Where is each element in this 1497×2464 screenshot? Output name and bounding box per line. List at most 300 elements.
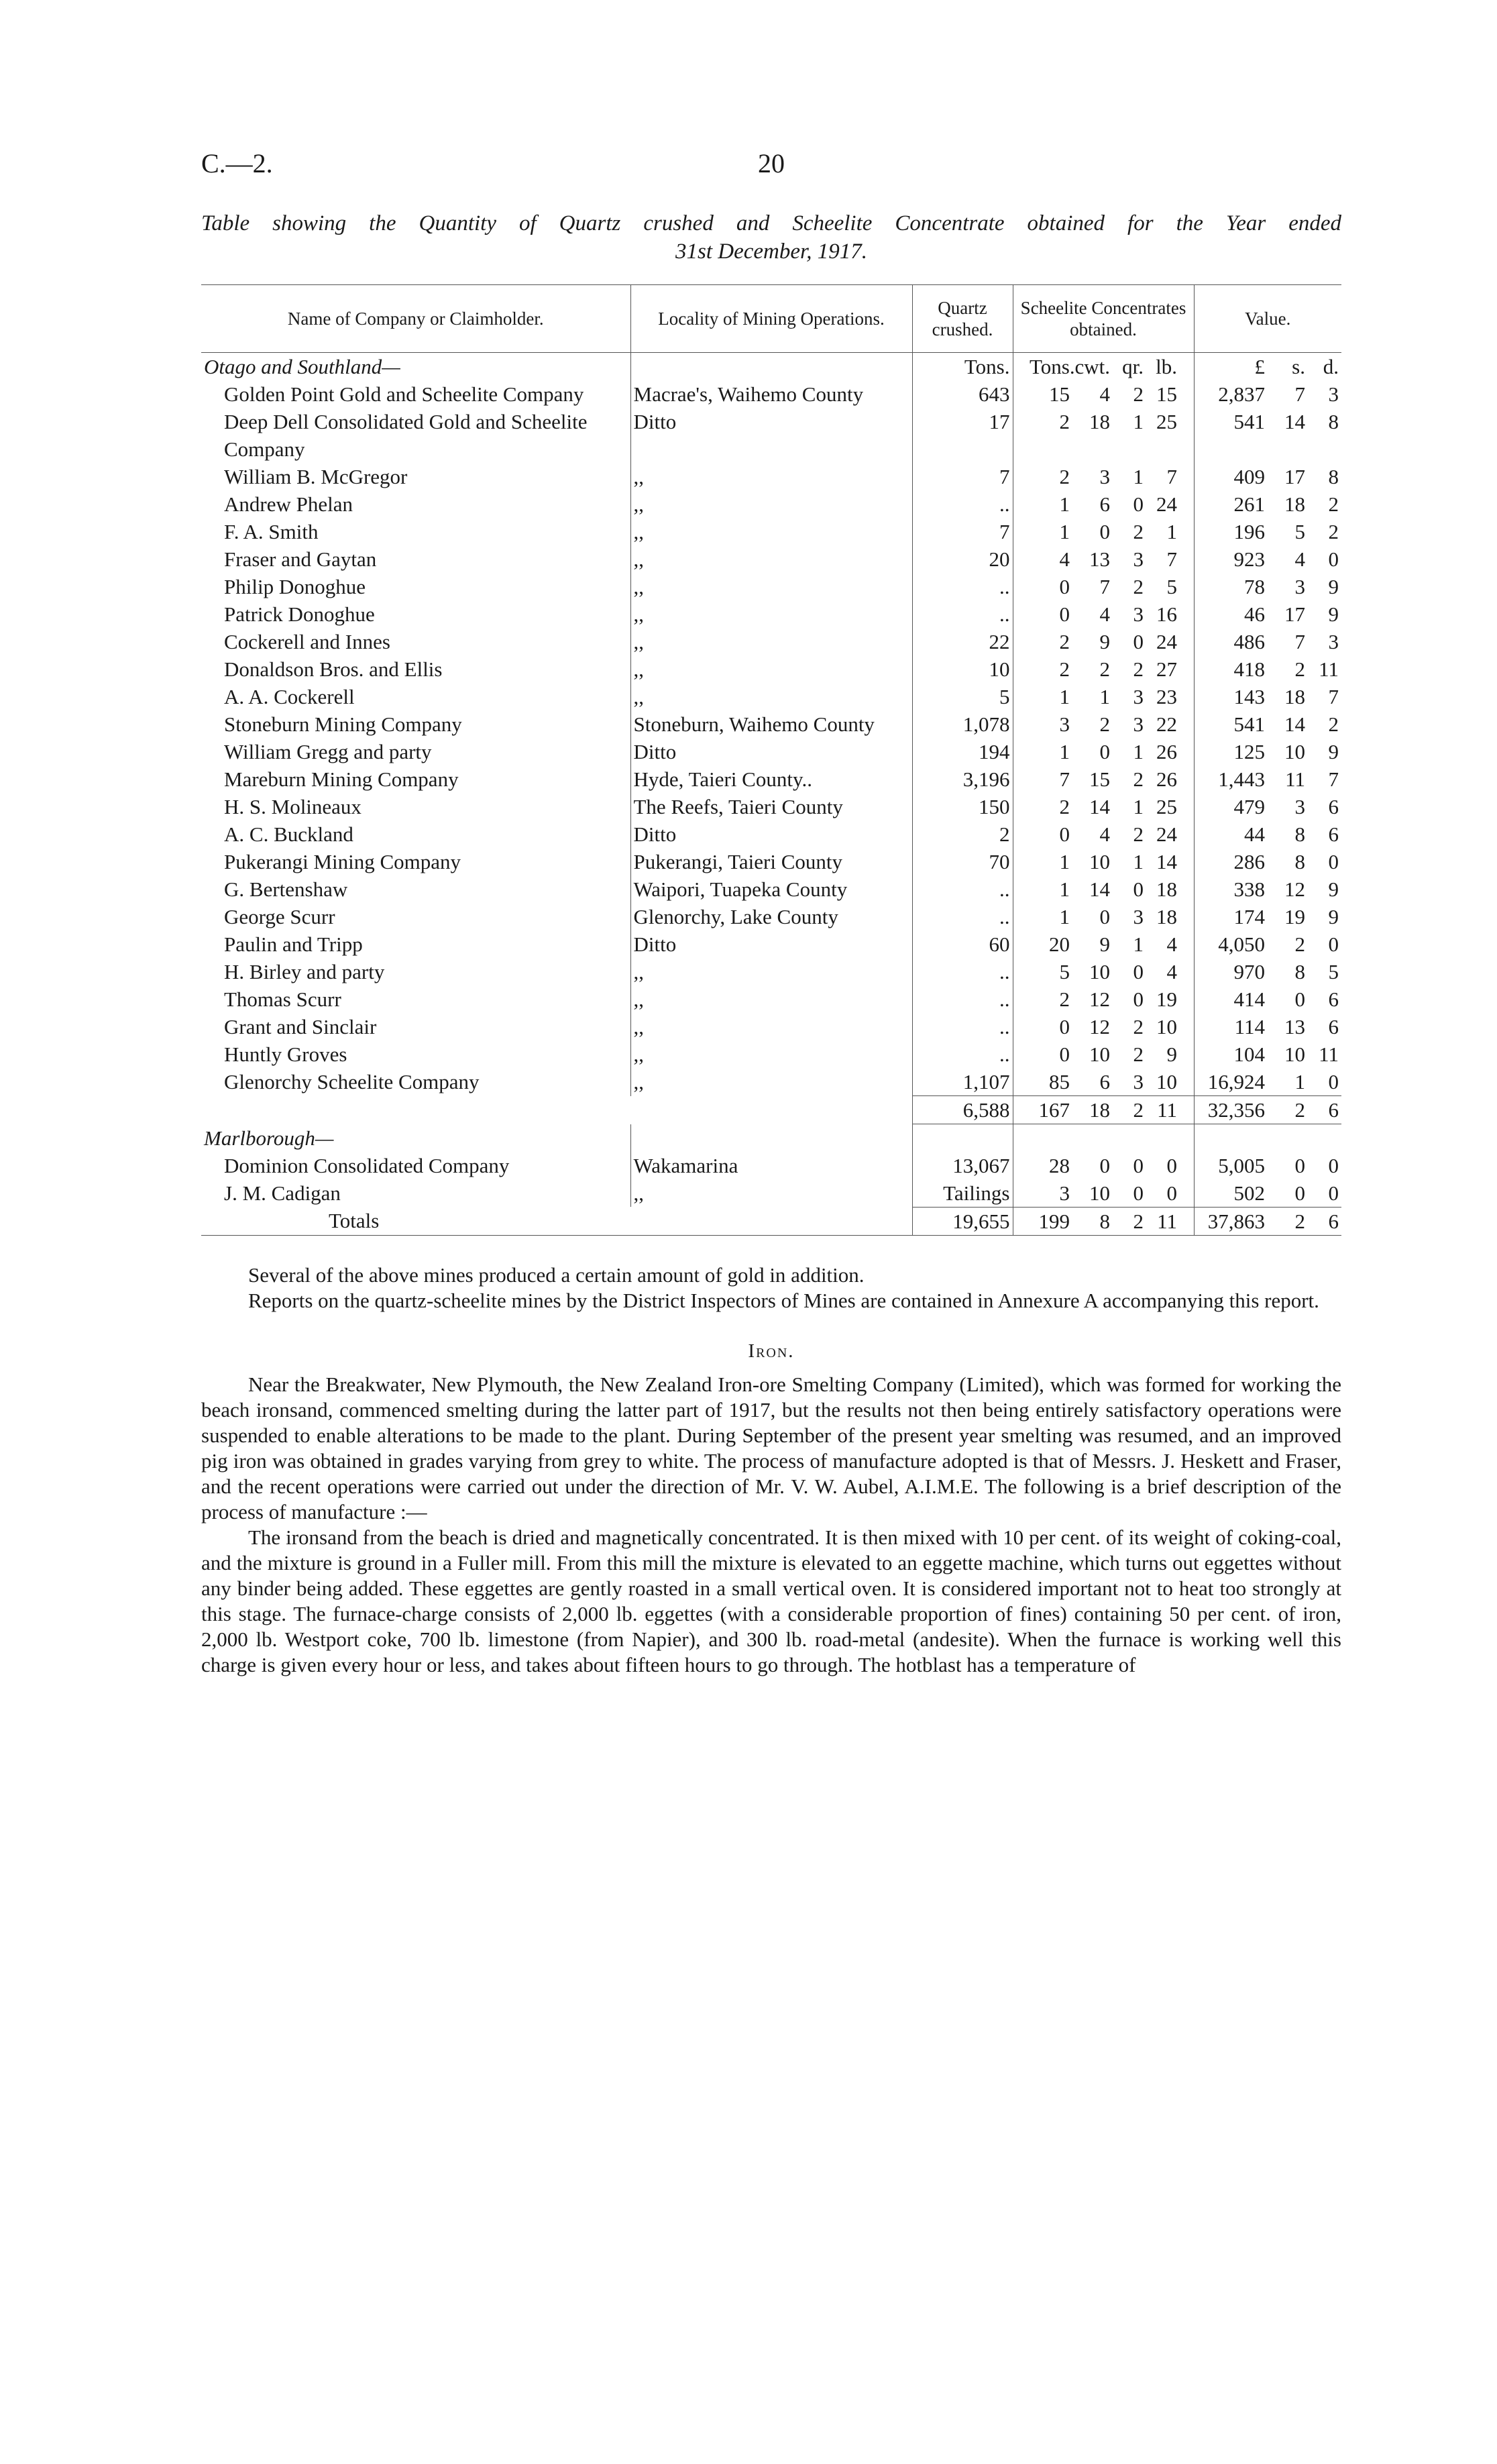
table-row [201, 820, 1341, 848]
scheelite-tons: 2 [1059, 465, 1070, 488]
company-name: F. A. Smith [224, 520, 319, 543]
scheelite-lb: 23 [1156, 685, 1177, 708]
scheelite-cell [1013, 600, 1194, 628]
quartz-crushed: .. [912, 1013, 1013, 1040]
locality: The Reefs, Taieri County [630, 793, 912, 820]
scheelite-lb: 25 [1156, 795, 1177, 818]
totals-row [201, 1207, 1341, 1235]
value-shillings: 10 [1284, 1042, 1305, 1066]
scheelite-qr: 1 [1133, 850, 1144, 873]
scheelite-tons: 2 [1059, 410, 1070, 433]
quartz-crushed: 643 [912, 380, 1013, 408]
value-cell [1194, 1096, 1341, 1124]
scheelite-cell [1013, 765, 1194, 793]
scheelite-cwt: 4 [1099, 382, 1110, 406]
value-shillings: 13 [1284, 1015, 1305, 1038]
scheelite-cell [1013, 793, 1194, 820]
scheelite-qr: 2 [1133, 520, 1144, 543]
value-pence: 6 [1328, 987, 1339, 1011]
value-shillings: 8 [1294, 822, 1305, 846]
table-row [201, 545, 1341, 573]
table-title-line1: Table showing the Quantity of Quartz crushed and Scheelite Concentrate obtained for the Year ended [201, 211, 1341, 235]
locality: Ditto [630, 738, 912, 765]
scheelite-cwt: 6 [1099, 1070, 1110, 1093]
scheelite-tons: 2 [1059, 987, 1070, 1011]
company-name: Glenorchy Scheelite Company [224, 1070, 480, 1093]
scheelite-cwt: 9 [1099, 630, 1110, 653]
scheelite-tons: 0 [1059, 575, 1070, 598]
scheelite-cell [1013, 380, 1194, 408]
company-name: Fraser and Gaytan [224, 547, 377, 571]
value-shillings: 12 [1284, 877, 1305, 901]
value-cell [1194, 903, 1341, 930]
value-pounds: 541 [1233, 410, 1265, 433]
value-pounds: 2,837 [1218, 382, 1265, 406]
company-name: Paulin and Tripp [224, 932, 363, 956]
company-name: H. Birley and party [224, 960, 385, 983]
value-pounds: 174 [1233, 905, 1265, 928]
table-row [201, 710, 1341, 738]
scheelite-cell [1013, 848, 1194, 875]
col-header-scheelite: Scheelite Concentrates obtained. [1013, 285, 1194, 353]
company-name: Deep Dell Consolidated Gold and Scheelite Company [224, 410, 588, 461]
value-pence: 7 [1328, 685, 1339, 708]
value-pounds: 78 [1244, 575, 1265, 598]
scheelite-lb: 18 [1156, 905, 1177, 928]
value-pence: 5 [1328, 960, 1339, 983]
value-shillings: 10 [1284, 740, 1305, 763]
quartz-crushed: 2 [912, 820, 1013, 848]
quartz-crushed: 7 [912, 518, 1013, 545]
note-reports: Reports on the quartz-scheelite mines by the District Inspectors of Mines are contained in Annexure A accompanying this report. [248, 1288, 1319, 1312]
scheelite-tons: 0 [1059, 1042, 1070, 1066]
table-row [201, 518, 1341, 545]
value-pounds: 923 [1233, 547, 1265, 571]
value-cell [1194, 765, 1341, 793]
scheelite-tons: 20 [1049, 932, 1070, 956]
locality: ,, [630, 1013, 912, 1040]
scheelite-cwt: 14 [1089, 877, 1110, 901]
locality: Ditto [630, 820, 912, 848]
scheelite-cell [1013, 490, 1194, 518]
quartz-crushed: 1,107 [912, 1068, 1013, 1096]
value-shillings: 3 [1294, 575, 1305, 598]
scheelite-qr: 3 [1133, 1070, 1144, 1093]
quartz-crushed: .. [912, 600, 1013, 628]
quartz-crushed: 70 [912, 848, 1013, 875]
value-pence: 6 [1328, 795, 1339, 818]
subtotal-quartz: 6,588 [912, 1096, 1013, 1124]
company-name: Patrick Donoghue [224, 602, 375, 626]
value-pounds: 409 [1233, 465, 1265, 488]
value-pounds: 541 [1233, 712, 1265, 736]
value-cell [1194, 1040, 1341, 1068]
page-header [201, 148, 1341, 195]
note-gold: Several of the above mines produced a certain amount of gold in addition. [248, 1263, 865, 1287]
scheelite-cwt: 14 [1089, 795, 1110, 818]
scheelite-cwt: 1 [1099, 685, 1110, 708]
locality: ,, [630, 518, 912, 545]
value-pence: 6 [1328, 1209, 1339, 1233]
value-shillings: 2 [1294, 932, 1305, 956]
locality: ,, [630, 545, 912, 573]
value-pence: 11 [1319, 1042, 1339, 1066]
table-row [201, 380, 1341, 408]
table-row [201, 985, 1341, 1013]
scheelite-table [201, 284, 1341, 1236]
value-pence: 9 [1328, 905, 1339, 928]
locality: ,, [630, 628, 912, 655]
value-cell [1194, 655, 1341, 683]
table-row [201, 958, 1341, 985]
locality: ,, [630, 655, 912, 683]
scheelite-lb: 10 [1156, 1070, 1177, 1093]
unit-scheelite: Tons. cwt. qr. lb. [1013, 353, 1194, 381]
company-name: George Scurr [224, 905, 335, 928]
scheelite-cwt: 9 [1099, 932, 1110, 956]
value-cell [1194, 545, 1341, 573]
value-cell [1194, 490, 1341, 518]
quartz-crushed: Tailings [912, 1179, 1013, 1208]
scheelite-qr: 0 [1133, 877, 1144, 901]
value-shillings: 7 [1294, 382, 1305, 406]
value-pounds: 414 [1233, 987, 1265, 1011]
scheelite-lb: 16 [1156, 602, 1177, 626]
table-row [201, 600, 1341, 628]
value-pence: 2 [1328, 492, 1339, 516]
value-shillings: 5 [1294, 520, 1305, 543]
scheelite-lb: 24 [1156, 822, 1177, 846]
scheelite-cell [1013, 1040, 1194, 1068]
scheelite-cell [1013, 985, 1194, 1013]
value-shillings: 18 [1284, 685, 1305, 708]
value-pence: 0 [1328, 1181, 1339, 1205]
scheelite-tons: 1 [1059, 685, 1070, 708]
page-number: 20 [758, 148, 785, 178]
quartz-crushed: .. [912, 903, 1013, 930]
scheelite-qr: 2 [1133, 822, 1144, 846]
value-shillings: 2 [1294, 1098, 1305, 1122]
scheelite-cwt: 2 [1099, 712, 1110, 736]
value-cell [1194, 738, 1341, 765]
scheelite-cwt: 10 [1089, 850, 1110, 873]
scheelite-cwt: 13 [1089, 547, 1110, 571]
scheelite-lb: 9 [1166, 1042, 1177, 1066]
region-label: Marlborough— [204, 1126, 334, 1150]
value-cell [1194, 930, 1341, 958]
value-pounds: 486 [1233, 630, 1265, 653]
scheelite-lb: 26 [1156, 767, 1177, 791]
value-pence: 9 [1328, 602, 1339, 626]
locality: ,, [630, 573, 912, 600]
region-row [201, 1124, 1341, 1152]
value-pounds: 32,356 [1207, 1098, 1265, 1122]
value-pounds: 418 [1233, 657, 1265, 681]
scheelite-tons: 28 [1049, 1153, 1070, 1177]
scheelite-lb: 0 [1166, 1181, 1177, 1205]
quartz-crushed: 150 [912, 793, 1013, 820]
document-code: C.—2. [201, 148, 273, 178]
scheelite-cwt: 10 [1089, 960, 1110, 983]
scheelite-cell [1013, 545, 1194, 573]
value-cell [1194, 1179, 1341, 1208]
locality: ,, [630, 1040, 912, 1068]
scheelite-lb: 4 [1166, 960, 1177, 983]
locality: ,, [630, 463, 912, 490]
company-name: Stoneburn Mining Company [224, 712, 462, 736]
quartz-crushed: 20 [912, 545, 1013, 573]
locality: Stoneburn, Waihemo County [630, 710, 912, 738]
scheelite-cwt: 7 [1099, 575, 1110, 598]
table-row [201, 765, 1341, 793]
quartz-crushed: .. [912, 875, 1013, 903]
scheelite-cell [1013, 710, 1194, 738]
notes [201, 1263, 1341, 1314]
scheelite-lb: 7 [1166, 547, 1177, 571]
value-cell [1194, 628, 1341, 655]
scheelite-lb: 10 [1156, 1015, 1177, 1038]
scheelite-cell [1013, 683, 1194, 710]
value-shillings: 2 [1294, 1209, 1305, 1233]
company-name: William Gregg and party [224, 740, 432, 763]
scheelite-qr: 3 [1133, 905, 1144, 928]
scheelite-qr: 3 [1133, 712, 1144, 736]
scheelite-qr: 0 [1133, 1153, 1144, 1177]
table-row [201, 1179, 1341, 1208]
scheelite-lb: 19 [1156, 987, 1177, 1011]
value-shillings: 14 [1284, 410, 1305, 433]
value-shillings: 8 [1294, 850, 1305, 873]
value-pounds: 4,050 [1218, 932, 1265, 956]
table-body [201, 353, 1341, 1236]
quartz-crushed: 194 [912, 738, 1013, 765]
company-name: Philip Donoghue [224, 575, 366, 598]
scheelite-cwt: 15 [1089, 767, 1110, 791]
value-cell [1194, 820, 1341, 848]
scheelite-tons: 1 [1059, 740, 1070, 763]
table-row [201, 573, 1341, 600]
value-cell [1194, 518, 1341, 545]
company-name: Huntly Groves [224, 1042, 347, 1066]
col-header-name: Name of Company or Claimholder. [201, 285, 630, 353]
value-cell [1194, 793, 1341, 820]
region-row [201, 353, 1341, 381]
value-cell [1194, 408, 1341, 463]
quartz-crushed: 13,067 [912, 1152, 1013, 1179]
quartz-crushed: 60 [912, 930, 1013, 958]
scheelite-tons: 0 [1059, 1015, 1070, 1038]
value-pence: 11 [1319, 657, 1339, 681]
company-name: William B. McGregor [224, 465, 408, 488]
value-shillings: 17 [1284, 465, 1305, 488]
value-shillings: 2 [1294, 657, 1305, 681]
value-pence: 7 [1328, 767, 1339, 791]
company-name: Golden Point Gold and Scheelite Company [224, 382, 584, 406]
company-name: A. A. Cockerell [224, 685, 355, 708]
table-row [201, 1013, 1341, 1040]
page [201, 148, 1341, 1678]
company-name: A. C. Buckland [224, 822, 353, 846]
quartz-crushed: 17 [912, 408, 1013, 463]
totals-label: Totals [201, 1207, 630, 1235]
table-title-line2: 31st December, 1917. [675, 239, 867, 264]
quartz-crushed: 1,078 [912, 710, 1013, 738]
table-row [201, 1152, 1341, 1179]
scheelite-cwt: 4 [1099, 822, 1110, 846]
value-pounds: 114 [1234, 1015, 1265, 1038]
quartz-crushed: .. [912, 985, 1013, 1013]
scheelite-qr: 1 [1133, 465, 1144, 488]
scheelite-qr: 3 [1133, 685, 1144, 708]
scheelite-tons: 2 [1059, 630, 1070, 653]
company-name: Grant and Sinclair [224, 1015, 377, 1038]
company-name: Dominion Consolidated Company [224, 1153, 510, 1177]
scheelite-qr: 2 [1133, 767, 1144, 791]
value-shillings: 8 [1294, 960, 1305, 983]
scheelite-lb: 26 [1156, 740, 1177, 763]
value-shillings: 19 [1284, 905, 1305, 928]
scheelite-qr: 1 [1133, 410, 1144, 433]
table-row [201, 930, 1341, 958]
locality: Pukerangi, Taieri County [630, 848, 912, 875]
value-cell [1194, 1207, 1341, 1235]
scheelite-cwt: 12 [1089, 1015, 1110, 1038]
value-pounds: 125 [1233, 740, 1265, 763]
scheelite-qr: 0 [1133, 630, 1144, 653]
table-row [201, 903, 1341, 930]
scheelite-cell [1013, 573, 1194, 600]
company-name: G. Bertenshaw [224, 877, 348, 901]
scheelite-qr: 2 [1133, 657, 1144, 681]
unit-quartz: Tons. [912, 353, 1013, 381]
locality: ,, [630, 1179, 912, 1208]
value-pence: 0 [1328, 547, 1339, 571]
value-pence: 3 [1328, 382, 1339, 406]
value-shillings: 7 [1294, 630, 1305, 653]
value-pence: 0 [1328, 1070, 1339, 1093]
value-shillings: 0 [1294, 987, 1305, 1011]
scheelite-cwt: 3 [1099, 465, 1110, 488]
scheelite-tons: 2 [1059, 657, 1070, 681]
company-name: J. M. Cadigan [224, 1181, 341, 1205]
scheelite-qr: 0 [1133, 492, 1144, 516]
scheelite-tons: 1 [1059, 905, 1070, 928]
value-pounds: 970 [1233, 960, 1265, 983]
quartz-crushed: 7 [912, 463, 1013, 490]
value-pounds: 338 [1233, 877, 1265, 901]
subtotal-row [201, 1096, 1341, 1124]
scheelite-qr: 2 [1133, 1209, 1144, 1233]
scheelite-cwt: 4 [1099, 602, 1110, 626]
scheelite-lb: 7 [1166, 465, 1177, 488]
value-pounds: 46 [1244, 602, 1265, 626]
locality: Macrae's, Waihemo County [630, 380, 912, 408]
value-pence: 6 [1328, 1015, 1339, 1038]
value-cell [1194, 380, 1341, 408]
value-pence: 8 [1328, 410, 1339, 433]
company-name: Pukerangi Mining Company [224, 850, 461, 873]
company-name: Andrew Phelan [224, 492, 353, 516]
scheelite-qr: 1 [1133, 795, 1144, 818]
scheelite-cwt: 18 [1089, 410, 1110, 433]
scheelite-tons: 3 [1059, 712, 1070, 736]
quartz-crushed: 3,196 [912, 765, 1013, 793]
scheelite-cell [1013, 1013, 1194, 1040]
value-cell [1194, 463, 1341, 490]
value-cell [1194, 875, 1341, 903]
value-cell [1194, 683, 1341, 710]
scheelite-qr: 2 [1133, 382, 1144, 406]
value-shillings: 0 [1294, 1153, 1305, 1177]
scheelite-cell [1013, 1152, 1194, 1179]
scheelite-cwt: 2 [1099, 657, 1110, 681]
locality: Waipori, Tuapeka County [630, 875, 912, 903]
scheelite-lb: 4 [1166, 932, 1177, 956]
quartz-crushed: 5 [912, 683, 1013, 710]
value-cell [1194, 848, 1341, 875]
scheelite-tons: 5 [1059, 960, 1070, 983]
value-pence: 9 [1328, 740, 1339, 763]
scheelite-qr: 1 [1133, 932, 1144, 956]
scheelite-qr: 2 [1133, 575, 1144, 598]
scheelite-tons: 167 [1038, 1098, 1070, 1122]
table-row [201, 408, 1341, 463]
locality: ,, [630, 683, 912, 710]
quartz-crushed: 22 [912, 628, 1013, 655]
scheelite-cell [1013, 1068, 1194, 1096]
value-shillings: 4 [1294, 547, 1305, 571]
scheelite-lb: 14 [1156, 850, 1177, 873]
scheelite-lb: 18 [1156, 877, 1177, 901]
scheelite-cell [1013, 1096, 1194, 1124]
iron-paragraph-2: The ironsand from the beach is dried and magnetically concentrated. It is then mixed with 10 per cent. of its weight of coking-coal, and the mixture is ground in a Fuller mill. From this mill the mixture is elevated to an eggette machine, which turns out eggettes without any binder being added. These eggettes are gently roasted in a small vertical oven. It is considered important not to heat too strongly at this stage. The furnace-charge consists of 2,000 lb. eggettes (with a considerable proportion of fines) containing 50 per cent. of iron, 2,000 lb. Westport coke, 700 lb. limestone (from Napier), and 300 lb. road-metal (andesite). When the furnace is working well this charge is given every hour or less, and takes about fifteen hours to go through. The hotblast has a temperature of [201, 1525, 1341, 1676]
value-pence: 0 [1328, 850, 1339, 873]
value-pence: 0 [1328, 932, 1339, 956]
scheelite-cell [1013, 903, 1194, 930]
unit-value: £ s. d. [1194, 353, 1341, 381]
value-pence: 8 [1328, 465, 1339, 488]
quartz-crushed: 10 [912, 655, 1013, 683]
value-cell [1194, 1152, 1341, 1179]
scheelite-cwt: 10 [1089, 1042, 1110, 1066]
table-row [201, 628, 1341, 655]
scheelite-qr: 0 [1133, 960, 1144, 983]
locality: ,, [630, 600, 912, 628]
value-shillings: 1 [1294, 1070, 1305, 1093]
scheelite-tons: 7 [1059, 767, 1070, 791]
value-cell [1194, 600, 1341, 628]
value-pence: 6 [1328, 822, 1339, 846]
scheelite-lb: 25 [1156, 410, 1177, 433]
value-pounds: 196 [1233, 520, 1265, 543]
value-pounds: 16,924 [1207, 1070, 1265, 1093]
locality: Ditto [630, 930, 912, 958]
value-pounds: 286 [1233, 850, 1265, 873]
locality: ,, [630, 1068, 912, 1096]
scheelite-lb: 11 [1157, 1098, 1177, 1122]
value-shillings: 17 [1284, 602, 1305, 626]
value-pounds: 261 [1233, 492, 1265, 516]
table-row [201, 793, 1341, 820]
scheelite-qr: 2 [1133, 1042, 1144, 1066]
scheelite-tons: 1 [1059, 520, 1070, 543]
quartz-crushed: .. [912, 1040, 1013, 1068]
locality: ,, [630, 958, 912, 985]
table-row [201, 1040, 1341, 1068]
locality: Hyde, Taieri County.. [630, 765, 912, 793]
scheelite-cwt: 0 [1099, 520, 1110, 543]
table-row [201, 848, 1341, 875]
